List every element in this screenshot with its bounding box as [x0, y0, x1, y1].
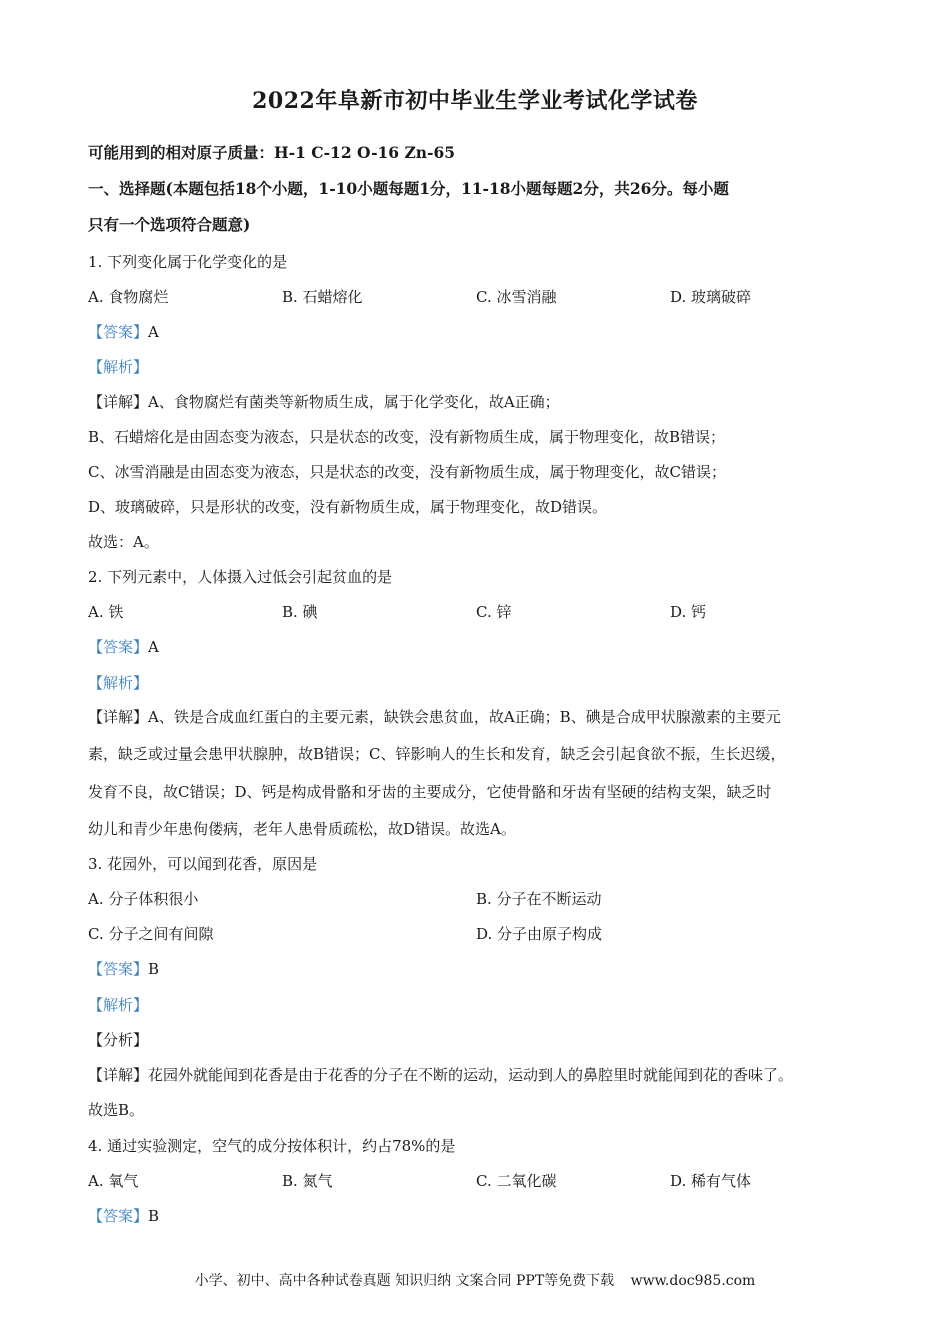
q4-option-c: C. 二氧化碳 [476, 1172, 557, 1190]
q1-detail-line-2: B、石蜡熔化是由固态变为液态，只是状态的改变，没有新物质生成，属于物理变化，故B错误； [88, 428, 726, 446]
q3-detail-line-1 [88, 1065, 793, 1085]
section-heading-line-2: 只有一个选项符合题意) [88, 215, 251, 234]
q2-analysis [88, 673, 148, 693]
q3-detail-line-2: 故选B。 [88, 1101, 145, 1119]
q3-option-b: B. 分子在不断运动 [476, 890, 602, 908]
q1-option-b: B. 石蜡熔化 [282, 288, 363, 306]
q1-analysis [88, 357, 148, 377]
q3-answer [88, 959, 159, 979]
analysis-tag: 【解析】 [88, 358, 149, 376]
analysis-tag: 【解析】 [88, 674, 149, 692]
q3-detail-text: 花园外就能闻到花香是由于花香的分子在不断的运动，运动到人的鼻腔里时就能闻到花的香味了。 [148, 1066, 794, 1084]
analysis-tag: 【解析】 [88, 996, 149, 1014]
q1-answer [88, 322, 159, 342]
q2-option-b: B. 碘 [282, 603, 318, 621]
q2-detail-line-2: 素，缺乏或过量会患甲状腺肿，故B错误；C、锌影响人的生长和发育，缺乏会引起食欲不振，生长迟缓， [88, 745, 786, 763]
answer-tag: 【答案】 [88, 960, 149, 978]
q2-detail-line-1 [88, 707, 781, 727]
q2-detail-text: A、铁是合成血红蛋白的主要元素，缺铁会患贫血，故A正确；B、碘是合成甲状腺激素的主要元 [148, 708, 781, 726]
answer-tag: 【答案】 [88, 323, 149, 341]
q3-option-d: D. 分子由原子构成 [476, 925, 603, 943]
q1-detail-line-4: D、玻璃破碎，只是形状的改变，没有新物质生成，属于物理变化，故D错误。 [88, 498, 608, 516]
q2-answer-value: A [148, 638, 159, 656]
page-footer [0, 1270, 950, 1290]
q2-answer [88, 637, 159, 657]
q4-answer-value: B [148, 1207, 160, 1225]
q3-option-a: A. 分子体积很小 [88, 890, 199, 908]
detail-tag: 【详解】 [88, 1066, 149, 1084]
q1-option-a: A. 食物腐烂 [88, 288, 169, 306]
section-heading-line-1: 一、选择题(本题包括18个小题，1-10小题每题1分，11-18小题每题2分，共26分。每小题 [88, 179, 729, 198]
q2-option-d: D. 钙 [670, 603, 707, 621]
q3-option-c: C. 分子之间有间隙 [88, 925, 214, 943]
q1-detail-text: A、食物腐烂有菌类等新物质生成，属于化学变化，故A正确； [148, 393, 560, 411]
q2-option-c: C. 锌 [476, 603, 512, 621]
q1-detail-line-1 [88, 392, 560, 412]
q4-stem: 4. 通过实验测定，空气的成分按体积计，约占78%的是 [88, 1137, 456, 1155]
q2-detail-line-3: 发育不良，故C错误；D、钙是构成骨骼和牙齿的主要成分，它使骨骼和牙齿有坚硬的结构支架，缺乏时 [88, 783, 772, 801]
atomic-masses: 可能用到的相对原子质量：H-1 C-12 O-16 Zn-65 [88, 143, 456, 162]
q2-option-a: A. 铁 [88, 603, 124, 621]
q1-option-c: C. 冰雪消融 [476, 288, 557, 306]
footer-url[interactable]: www.doc985.com [630, 1273, 756, 1289]
q4-option-a: A. 氧气 [88, 1172, 139, 1190]
detail-tag: 【详解】 [88, 393, 149, 411]
detail-tag: 【详解】 [88, 708, 149, 726]
q4-answer [88, 1206, 159, 1226]
fenxi-tag: 【分析】 [88, 1031, 149, 1049]
page-title: 2022年阜新市初中毕业生学业考试化学试卷 [252, 88, 698, 114]
q1-detail-line-5: 故选：A。 [88, 533, 159, 551]
answer-tag: 【答案】 [88, 638, 149, 656]
footer-text: 小学、初中、高中各种试卷真题 知识归纳 文案合同 PPT等免费下载 [194, 1273, 615, 1289]
q3-analysis [88, 995, 148, 1015]
q2-detail-line-4: 幼儿和青少年患佝偻病，老年人患骨质疏松，故D错误。故选A。 [88, 820, 516, 838]
q2-stem: 2. 下列元素中，人体摄入过低会引起贫血的是 [88, 568, 393, 586]
q3-stem: 3. 花园外，可以闻到花香，原因是 [88, 855, 318, 873]
q3-fenxi [88, 1030, 148, 1050]
q4-option-d: D. 稀有气体 [670, 1172, 752, 1190]
q1-detail-line-3: C、冰雪消融是由固态变为液态，只是状态的改变，没有新物质生成，属于物理变化，故C错误； [88, 463, 726, 481]
q1-answer-value: A [148, 323, 159, 341]
q1-stem: 1. 下列变化属于化学变化的是 [88, 253, 288, 271]
q3-answer-value: B [148, 960, 160, 978]
q4-option-b: B. 氮气 [282, 1172, 333, 1190]
q1-option-d: D. 玻璃破碎 [670, 288, 752, 306]
answer-tag: 【答案】 [88, 1207, 149, 1225]
